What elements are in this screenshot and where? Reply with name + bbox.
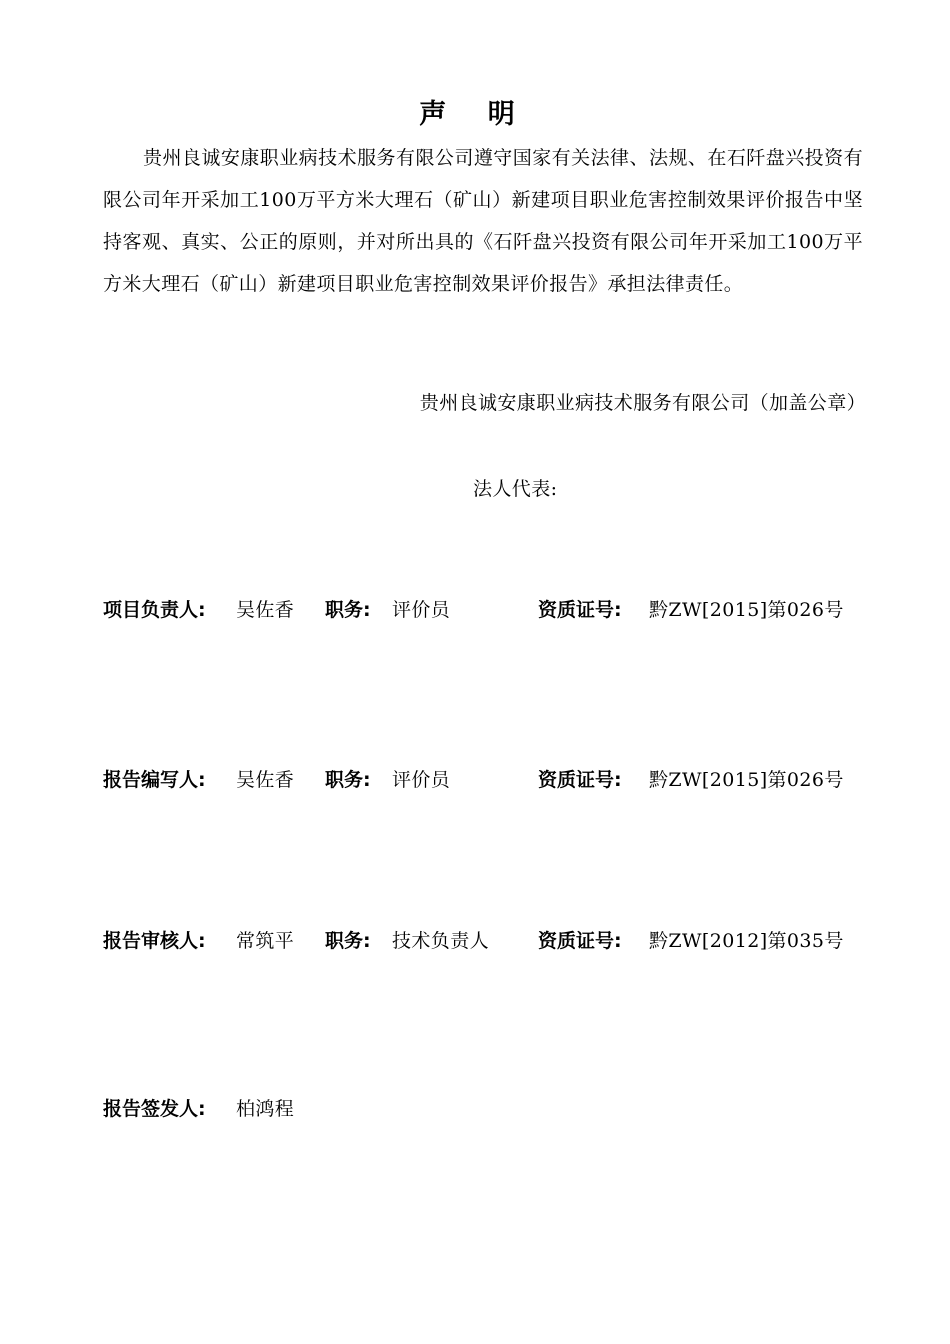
organization-seal-line: 贵州良诚安康职业病技术服务有限公司（加盖公章）	[419, 392, 866, 414]
signatory-name: 柏鸿程	[236, 1098, 295, 1120]
signatory-row-report-reviewer	[103, 926, 863, 956]
page-title: 声 明	[419, 99, 531, 130]
signatory-row-report-issuer	[103, 1094, 863, 1124]
legal-representative-label: 法人代表:	[473, 478, 558, 500]
position-label: 职务:	[325, 599, 371, 621]
role-label: 报告审核人:	[103, 930, 206, 952]
signatory-row-project-lead	[103, 595, 863, 625]
cert-number: 黔ZW[2012]第035号	[649, 930, 844, 952]
position-value: 技术负责人	[392, 930, 490, 952]
signatory-name: 吴佐香	[236, 599, 295, 621]
signatory-row-report-writer	[103, 765, 863, 795]
declaration-body: 贵州良诚安康职业病技术服务有限公司遵守国家有关法律、法规、在石阡盘兴投资有限公司年开采加工100万平方米大理石（矿山）新建项目职业危害控制效果评价报告中坚持客观、真实、公正的原则，并对所出具的《石阡盘兴投资有限公司年开采加工100万平方米大理石（矿山）新建项目职业危害控制效果评价报告》承担法律责任。	[103, 147, 863, 295]
position-value: 评价员	[392, 599, 451, 621]
cert-label: 资质证号:	[538, 769, 622, 791]
signatory-name: 吴佐香	[236, 769, 295, 791]
position-value: 评价员	[392, 769, 451, 791]
position-label: 职务:	[325, 769, 371, 791]
role-label: 报告编写人:	[103, 769, 206, 791]
position-label: 职务:	[325, 930, 371, 952]
role-label: 报告签发人:	[103, 1098, 206, 1120]
cert-label: 资质证号:	[538, 599, 622, 621]
role-label: 项目负责人:	[103, 599, 206, 621]
signatory-name: 常筑平	[236, 930, 295, 952]
cert-number: 黔ZW[2015]第026号	[649, 769, 844, 791]
cert-number: 黔ZW[2015]第026号	[649, 599, 844, 621]
cert-label: 资质证号:	[538, 930, 622, 952]
